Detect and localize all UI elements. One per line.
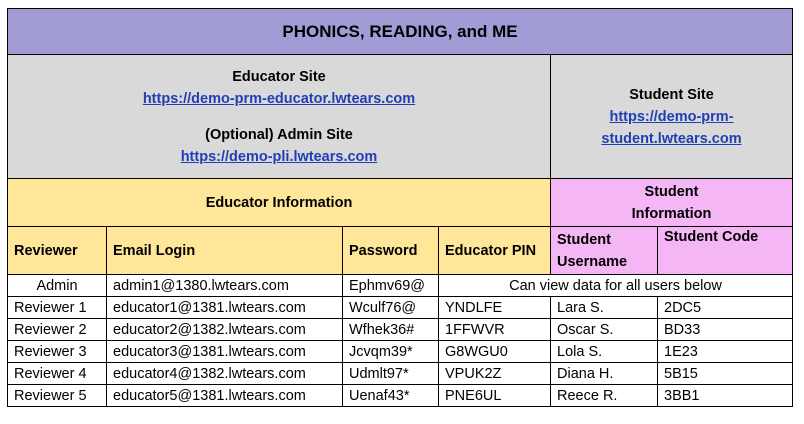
table-row (8, 341, 793, 363)
cell-reviewer: Reviewer 2 (8, 319, 107, 341)
table-row-admin (8, 275, 793, 297)
cell-reviewer: Reviewer 1 (8, 297, 107, 319)
cell-password: Wfhek36# (343, 319, 439, 341)
cell-username: Lola S. (551, 341, 658, 363)
student-information-header: Student Information (551, 179, 793, 227)
col-header-email: Email Login (107, 227, 343, 275)
cell-email: educator1@1381.lwtears.com (107, 297, 343, 319)
cell-email: educator5@1381.lwtears.com (107, 385, 343, 407)
sheet-title: PHONICS, READING, and ME (8, 9, 793, 55)
cell-reviewer: Reviewer 4 (8, 363, 107, 385)
cell-reviewer: Reviewer 3 (8, 341, 107, 363)
cell-email: educator4@1382.lwtears.com (107, 363, 343, 385)
cell-pin: YNDLFE (439, 297, 551, 319)
cell-code: 1E23 (658, 341, 793, 363)
cell-email: educator2@1382.lwtears.com (107, 319, 343, 341)
student-site-label: Student Site (629, 86, 714, 103)
col-header-pin: Educator PIN (439, 227, 551, 275)
student-site-link[interactable]: https://demo-prm- student.lwtears.com (601, 108, 742, 147)
educator-site-label: Educator Site (232, 68, 326, 85)
cell-pin: G8WGU0 (439, 341, 551, 363)
cell-username: Reece R. (551, 385, 658, 407)
credentials-sheet (7, 8, 793, 407)
educator-information-header: Educator Information (8, 179, 551, 227)
credentials-table (7, 8, 793, 407)
cell-reviewer: Reviewer 5 (8, 385, 107, 407)
cell-password: Wculf76@ (343, 297, 439, 319)
cell-password: Uenaf43* (343, 385, 439, 407)
educator-admin-sites (8, 55, 551, 179)
cell-code: 5B15 (658, 363, 793, 385)
cell-admin-note: Can view data for all users below (439, 275, 793, 297)
col-header-student-username: Student Username (551, 227, 658, 275)
admin-site-label: (Optional) Admin Site (205, 126, 353, 143)
cell-password: Jcvqm39* (343, 341, 439, 363)
col-header-student-code: Student Code (658, 227, 793, 275)
educator-site-link[interactable]: https://demo-prm-educator.lwtears.com (142, 90, 416, 107)
cell-reviewer: Admin (8, 275, 107, 297)
col-header-password: Password (343, 227, 439, 275)
table-row (8, 319, 793, 341)
cell-username: Lara S. (551, 297, 658, 319)
table-row (8, 363, 793, 385)
cell-password: Ephmv69@ (343, 275, 439, 297)
cell-code: 2DC5 (658, 297, 793, 319)
cell-password: Udmlt97* (343, 363, 439, 385)
admin-site-link[interactable]: https://demo-pli.lwtears.com (180, 148, 378, 165)
cell-username: Oscar S. (551, 319, 658, 341)
cell-email: educator3@1381.lwtears.com (107, 341, 343, 363)
col-header-reviewer: Reviewer (8, 227, 107, 275)
table-row (8, 385, 793, 407)
cell-code: BD33 (658, 319, 793, 341)
table-row (8, 297, 793, 319)
cell-pin: PNE6UL (439, 385, 551, 407)
cell-pin: 1FFWVR (439, 319, 551, 341)
cell-code: 3BB1 (658, 385, 793, 407)
cell-email: admin1@1380.lwtears.com (107, 275, 343, 297)
cell-username: Diana H. (551, 363, 658, 385)
student-site (551, 55, 793, 179)
cell-pin: VPUK2Z (439, 363, 551, 385)
